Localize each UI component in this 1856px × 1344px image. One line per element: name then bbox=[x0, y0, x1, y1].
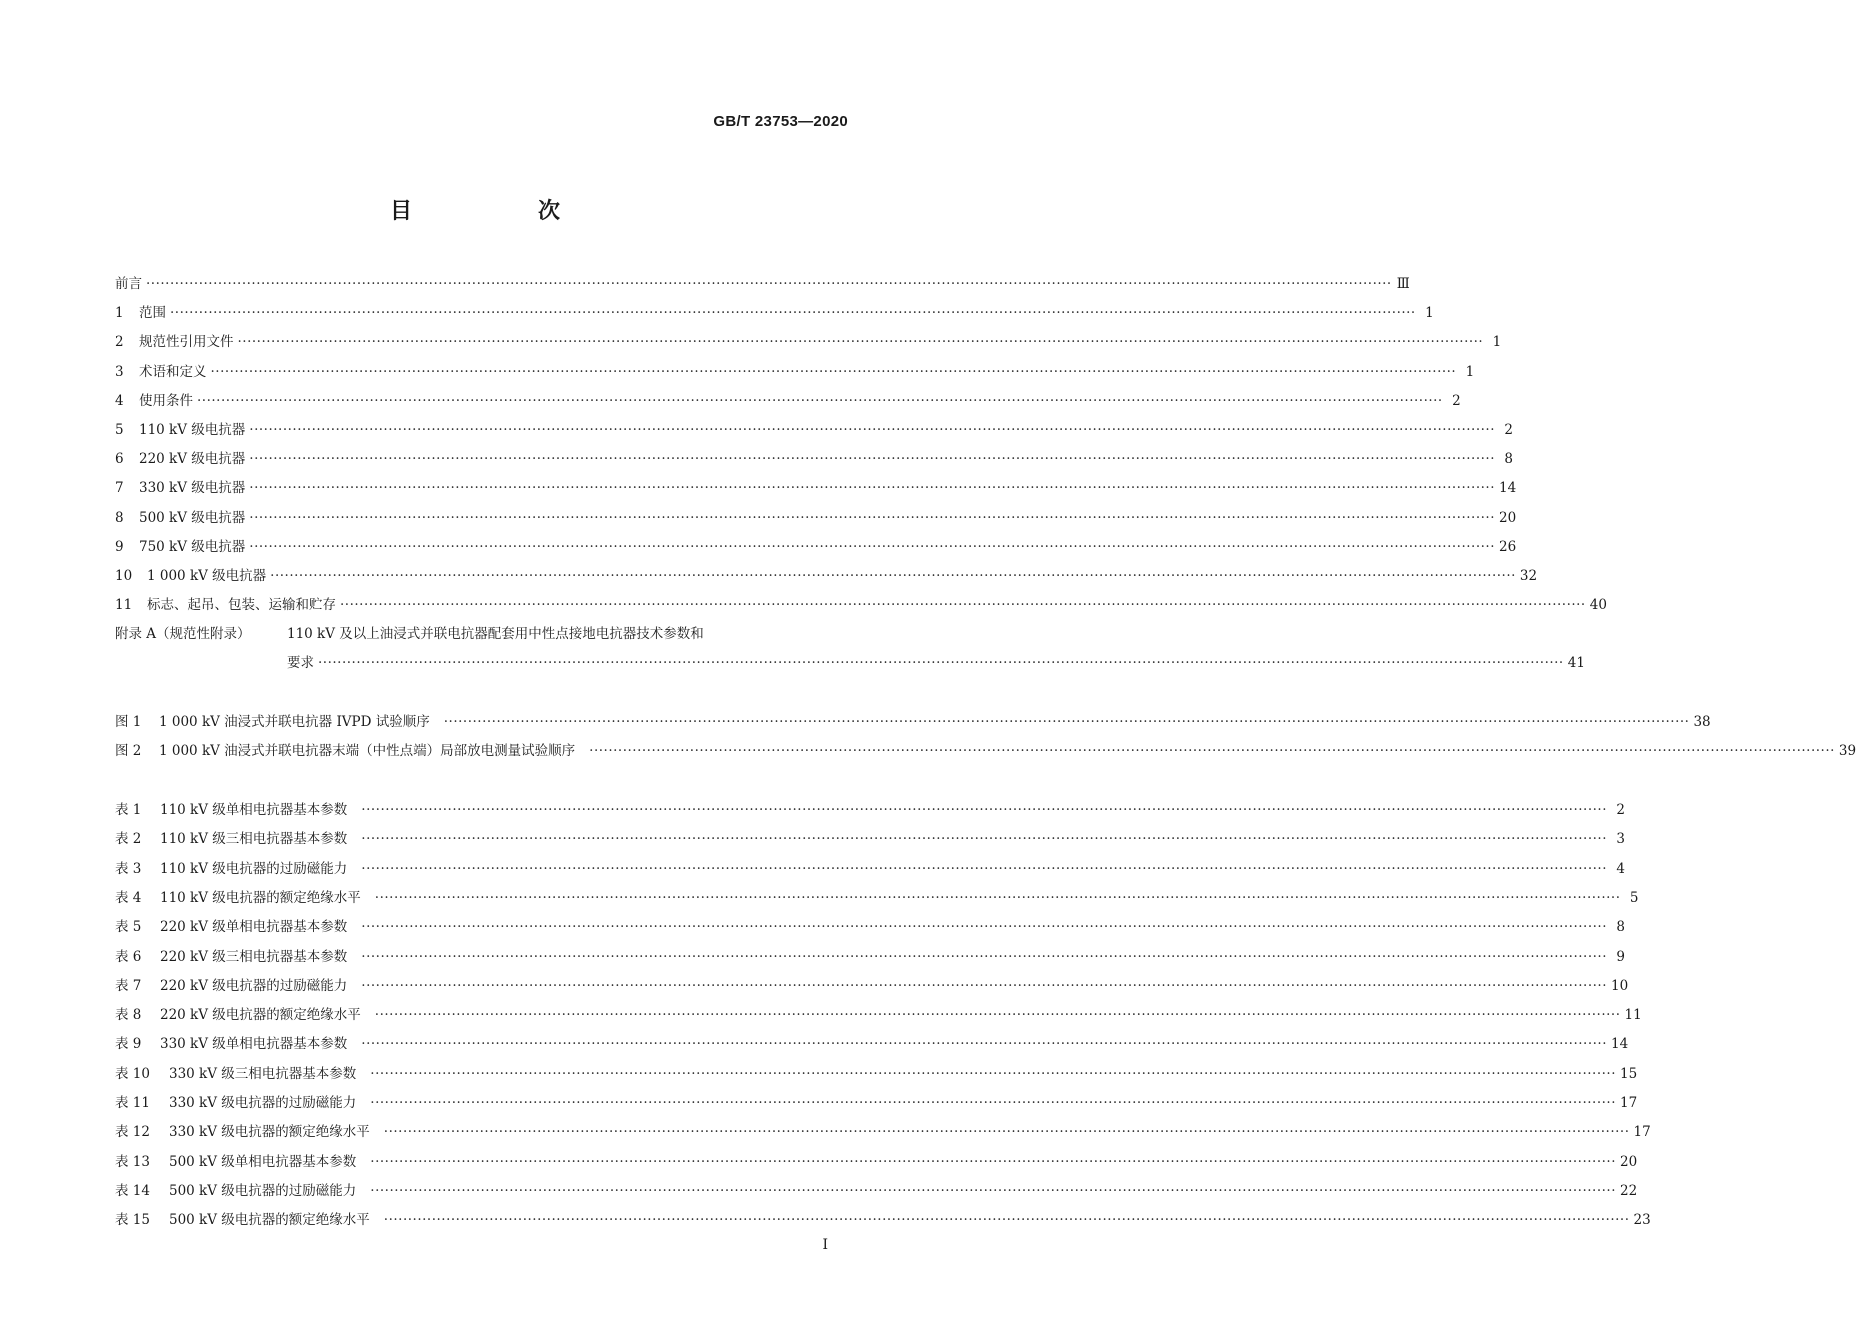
table-title: 330 kV 级电抗器的额定绝缘水平 bbox=[169, 1124, 370, 1140]
leader-dots: ···································································································································································································································································· bbox=[374, 890, 1621, 906]
toc-table[interactable] bbox=[115, 1092, 1638, 1114]
entry-title: 规范性引用文件 bbox=[139, 334, 234, 350]
appendix-label: 附录 A（规范性附录） bbox=[115, 626, 251, 642]
appendix-page-number: 41 bbox=[1567, 655, 1585, 671]
leader-dots: ···································································································································································································································································· bbox=[146, 276, 1392, 292]
toc-table[interactable] bbox=[115, 858, 1626, 880]
entry-title: 1 000 kV 级电抗器 bbox=[147, 568, 267, 584]
entry-page-number: 2 bbox=[1504, 422, 1514, 438]
table-label: 表 9 bbox=[115, 1036, 142, 1052]
table-page-number: 2 bbox=[1616, 802, 1626, 818]
table-label: 表 12 bbox=[115, 1124, 150, 1140]
table-label: 表 4 bbox=[115, 890, 142, 906]
entry-page-number: 8 bbox=[1504, 451, 1514, 467]
table-title: 330 kV 级三相电抗器基本参数 bbox=[169, 1066, 357, 1082]
table-title: 330 kV 级电抗器的过励磁能力 bbox=[169, 1095, 357, 1111]
table-title: 500 kV 级电抗器的额定绝缘水平 bbox=[169, 1212, 370, 1228]
entry-page-number: Ⅲ bbox=[1396, 276, 1410, 292]
standard-number: GB/T 23753—2020 bbox=[713, 113, 848, 130]
table-label: 表 2 bbox=[115, 831, 142, 847]
entry-number: 2 bbox=[115, 334, 124, 350]
entry-number: 6 bbox=[115, 451, 124, 467]
entry-page-number: 40 bbox=[1589, 597, 1607, 613]
entry-page-number: 1 bbox=[1425, 305, 1434, 321]
toc-table[interactable] bbox=[115, 1004, 1642, 1026]
leader-dots: ···································································································································································································································································· bbox=[361, 919, 1608, 935]
figure-label: 图 1 bbox=[115, 714, 142, 730]
table-page-number: 4 bbox=[1616, 861, 1626, 877]
toc-appendix[interactable] bbox=[115, 623, 850, 645]
entry-number: 8 bbox=[115, 510, 124, 526]
toc-table[interactable] bbox=[115, 799, 1626, 821]
table-title: 220 kV 级电抗器的额定绝缘水平 bbox=[160, 1007, 361, 1023]
toc-entry[interactable] bbox=[115, 448, 1514, 470]
toc-table[interactable] bbox=[115, 887, 1639, 909]
entry-number: 7 bbox=[115, 480, 124, 496]
entry-title: 范围 bbox=[139, 305, 166, 321]
toc-table[interactable] bbox=[115, 828, 1626, 850]
table-title: 220 kV 级单相电抗器基本参数 bbox=[160, 919, 348, 935]
figure-title: 1 000 kV 油浸式并联电抗器末端（中性点端）局部放电测量试验顺序 bbox=[159, 743, 576, 759]
toc-appendix-continued[interactable] bbox=[115, 652, 1585, 674]
leader-dots: ···································································································································································································································································· bbox=[589, 743, 1835, 759]
table-page-number: 11 bbox=[1624, 1007, 1642, 1023]
toc-figure[interactable] bbox=[115, 711, 1711, 733]
leader-dots: ···································································································································································································································································· bbox=[370, 1066, 1617, 1082]
table-page-number: 20 bbox=[1620, 1154, 1638, 1170]
toc-entry[interactable] bbox=[115, 565, 1538, 587]
entry-number: 3 bbox=[115, 364, 124, 380]
appendix-title-line2: 要求 bbox=[287, 655, 314, 671]
leader-dots: ···································································································································································································································································· bbox=[237, 334, 1484, 350]
leader-dots: ···································································································································································································································································· bbox=[383, 1212, 1630, 1228]
toc-table[interactable] bbox=[115, 1033, 1629, 1055]
leader-dots: ···································································································································································································································································· bbox=[249, 422, 1496, 438]
leader-dots: ···································································································································································································································································· bbox=[370, 1154, 1617, 1170]
figure-page-number: 38 bbox=[1693, 714, 1711, 730]
toc-entry[interactable] bbox=[115, 302, 1434, 324]
leader-dots: ···································································································································································································································································· bbox=[170, 305, 1416, 321]
table-title: 500 kV 级单相电抗器基本参数 bbox=[169, 1154, 357, 1170]
figure-page-number: 39 bbox=[1838, 743, 1856, 759]
entry-title: 110 kV 级电抗器 bbox=[139, 422, 246, 438]
leader-dots: ···································································································································································································································································· bbox=[361, 861, 1608, 877]
entry-title: 术语和定义 bbox=[139, 364, 207, 380]
toc-entry[interactable] bbox=[115, 477, 1517, 499]
table-title: 110 kV 级电抗器的过励磁能力 bbox=[160, 861, 348, 877]
entry-number: 5 bbox=[115, 422, 124, 438]
entry-title: 标志、起吊、包装、运输和贮存 bbox=[147, 597, 336, 613]
toc-figure[interactable] bbox=[115, 740, 1856, 762]
leader-dots: ···································································································································································································································································· bbox=[340, 597, 1586, 613]
table-page-number: 14 bbox=[1611, 1036, 1629, 1052]
entry-number: 11 bbox=[115, 597, 133, 613]
table-label: 表 11 bbox=[115, 1095, 150, 1111]
leader-dots: ···································································································································································································································································· bbox=[361, 978, 1608, 994]
table-title: 500 kV 级电抗器的过励磁能力 bbox=[169, 1183, 357, 1199]
entry-page-number: 26 bbox=[1499, 539, 1517, 555]
table-label: 表 10 bbox=[115, 1066, 150, 1082]
leader-dots: ···································································································································································································································································· bbox=[361, 1036, 1608, 1052]
table-title: 220 kV 级三相电抗器基本参数 bbox=[160, 949, 348, 965]
toc-table[interactable] bbox=[115, 1063, 1638, 1085]
entry-title: 750 kV 级电抗器 bbox=[139, 539, 246, 555]
leader-dots: ···································································································································································································································································· bbox=[361, 802, 1608, 818]
toc-table[interactable] bbox=[115, 916, 1626, 938]
footer-page-number: I bbox=[822, 1237, 828, 1253]
leader-dots: ···································································································································································································································································· bbox=[370, 1095, 1617, 1111]
page-title: 目 次 bbox=[389, 199, 612, 224]
toc-table[interactable] bbox=[115, 946, 1626, 968]
table-label: 表 15 bbox=[115, 1212, 150, 1228]
leader-dots: ···································································································································································································································································· bbox=[197, 393, 1443, 409]
table-page-number: 22 bbox=[1620, 1183, 1638, 1199]
entry-title: 前言 bbox=[115, 276, 142, 292]
leader-dots: ···································································································································································································································································· bbox=[318, 655, 1564, 671]
entry-page-number: 14 bbox=[1499, 480, 1517, 496]
table-page-number: 8 bbox=[1616, 919, 1626, 935]
table-label: 表 3 bbox=[115, 861, 142, 877]
appendix-title-line1: 110 kV 及以上油浸式并联电抗器配套用中性点接地电抗器技术参数和 bbox=[287, 626, 704, 642]
toc-entry[interactable] bbox=[115, 331, 1502, 353]
table-title: 110 kV 级单相电抗器基本参数 bbox=[160, 802, 348, 818]
entry-number: 1 bbox=[115, 305, 124, 321]
table-title: 220 kV 级电抗器的过励磁能力 bbox=[160, 978, 348, 994]
leader-dots: ···································································································································································································································································· bbox=[361, 831, 1608, 847]
entry-page-number: 32 bbox=[1519, 568, 1538, 584]
entry-title: 使用条件 bbox=[139, 393, 193, 409]
table-page-number: 5 bbox=[1629, 890, 1639, 906]
table-page-number: 10 bbox=[1611, 978, 1629, 994]
leader-dots: ···································································································································································································································································· bbox=[374, 1007, 1621, 1023]
toc-table[interactable] bbox=[115, 1180, 1638, 1202]
toc-entry[interactable] bbox=[115, 361, 1475, 383]
toc-entry[interactable] bbox=[115, 536, 1517, 558]
toc-entry[interactable] bbox=[115, 273, 1410, 295]
toc-table[interactable] bbox=[115, 1151, 1638, 1173]
table-title: 330 kV 级单相电抗器基本参数 bbox=[160, 1036, 348, 1052]
table-title: 110 kV 级三相电抗器基本参数 bbox=[160, 831, 348, 847]
table-page-number: 15 bbox=[1620, 1066, 1638, 1082]
entry-title: 330 kV 级电抗器 bbox=[139, 480, 246, 496]
table-title: 110 kV 级电抗器的额定绝缘水平 bbox=[160, 890, 361, 906]
figure-title: 1 000 kV 油浸式并联电抗器 IVPD 试验顺序 bbox=[159, 714, 430, 730]
entry-title: 220 kV 级电抗器 bbox=[139, 451, 246, 467]
leader-dots: ···································································································································································································································································· bbox=[443, 714, 1690, 730]
table-page-number: 17 bbox=[1633, 1124, 1651, 1140]
leader-dots: ···································································································································································································································································· bbox=[210, 364, 1457, 380]
leader-dots: ···································································································································································································································································· bbox=[249, 451, 1496, 467]
table-label: 表 5 bbox=[115, 919, 142, 935]
entry-title: 500 kV 级电抗器 bbox=[139, 510, 246, 526]
leader-dots: ···································································································································································································································································· bbox=[249, 480, 1496, 496]
table-label: 表 13 bbox=[115, 1154, 150, 1170]
table-label: 表 1 bbox=[115, 802, 142, 818]
figure-label: 图 2 bbox=[115, 743, 142, 759]
entry-page-number: 20 bbox=[1499, 510, 1517, 526]
leader-dots: ···································································································································································································································································· bbox=[383, 1124, 1630, 1140]
leader-dots: ···································································································································································································································································· bbox=[249, 539, 1496, 555]
table-page-number: 17 bbox=[1620, 1095, 1638, 1111]
toc-table[interactable] bbox=[115, 975, 1629, 997]
entry-number: 4 bbox=[115, 393, 124, 409]
toc-entry[interactable] bbox=[115, 507, 1517, 529]
leader-dots: ···································································································································································································································································· bbox=[270, 568, 1516, 584]
table-page-number: 23 bbox=[1633, 1212, 1651, 1228]
leader-dots: ···································································································································································································································································· bbox=[370, 1183, 1617, 1199]
table-label: 表 8 bbox=[115, 1007, 142, 1023]
leader-dots: ···································································································································································································································································· bbox=[361, 949, 1608, 965]
entry-page-number: 1 bbox=[1465, 364, 1475, 380]
table-label: 表 6 bbox=[115, 949, 142, 965]
toc-table[interactable] bbox=[115, 1121, 1651, 1143]
leader-dots: ···································································································································································································································································· bbox=[249, 510, 1496, 526]
entry-page-number: 1 bbox=[1492, 334, 1502, 350]
table-page-number: 9 bbox=[1616, 949, 1626, 965]
toc-table[interactable] bbox=[115, 1209, 1651, 1231]
toc-entry[interactable] bbox=[115, 390, 1461, 412]
toc-entry[interactable] bbox=[115, 419, 1514, 441]
table-label: 表 14 bbox=[115, 1183, 150, 1199]
entry-number: 10 bbox=[115, 568, 133, 584]
entry-page-number: 2 bbox=[1452, 393, 1461, 409]
entry-number: 9 bbox=[115, 539, 124, 555]
table-label: 表 7 bbox=[115, 978, 142, 994]
table-page-number: 3 bbox=[1616, 831, 1626, 847]
toc-entry[interactable] bbox=[115, 594, 1607, 616]
